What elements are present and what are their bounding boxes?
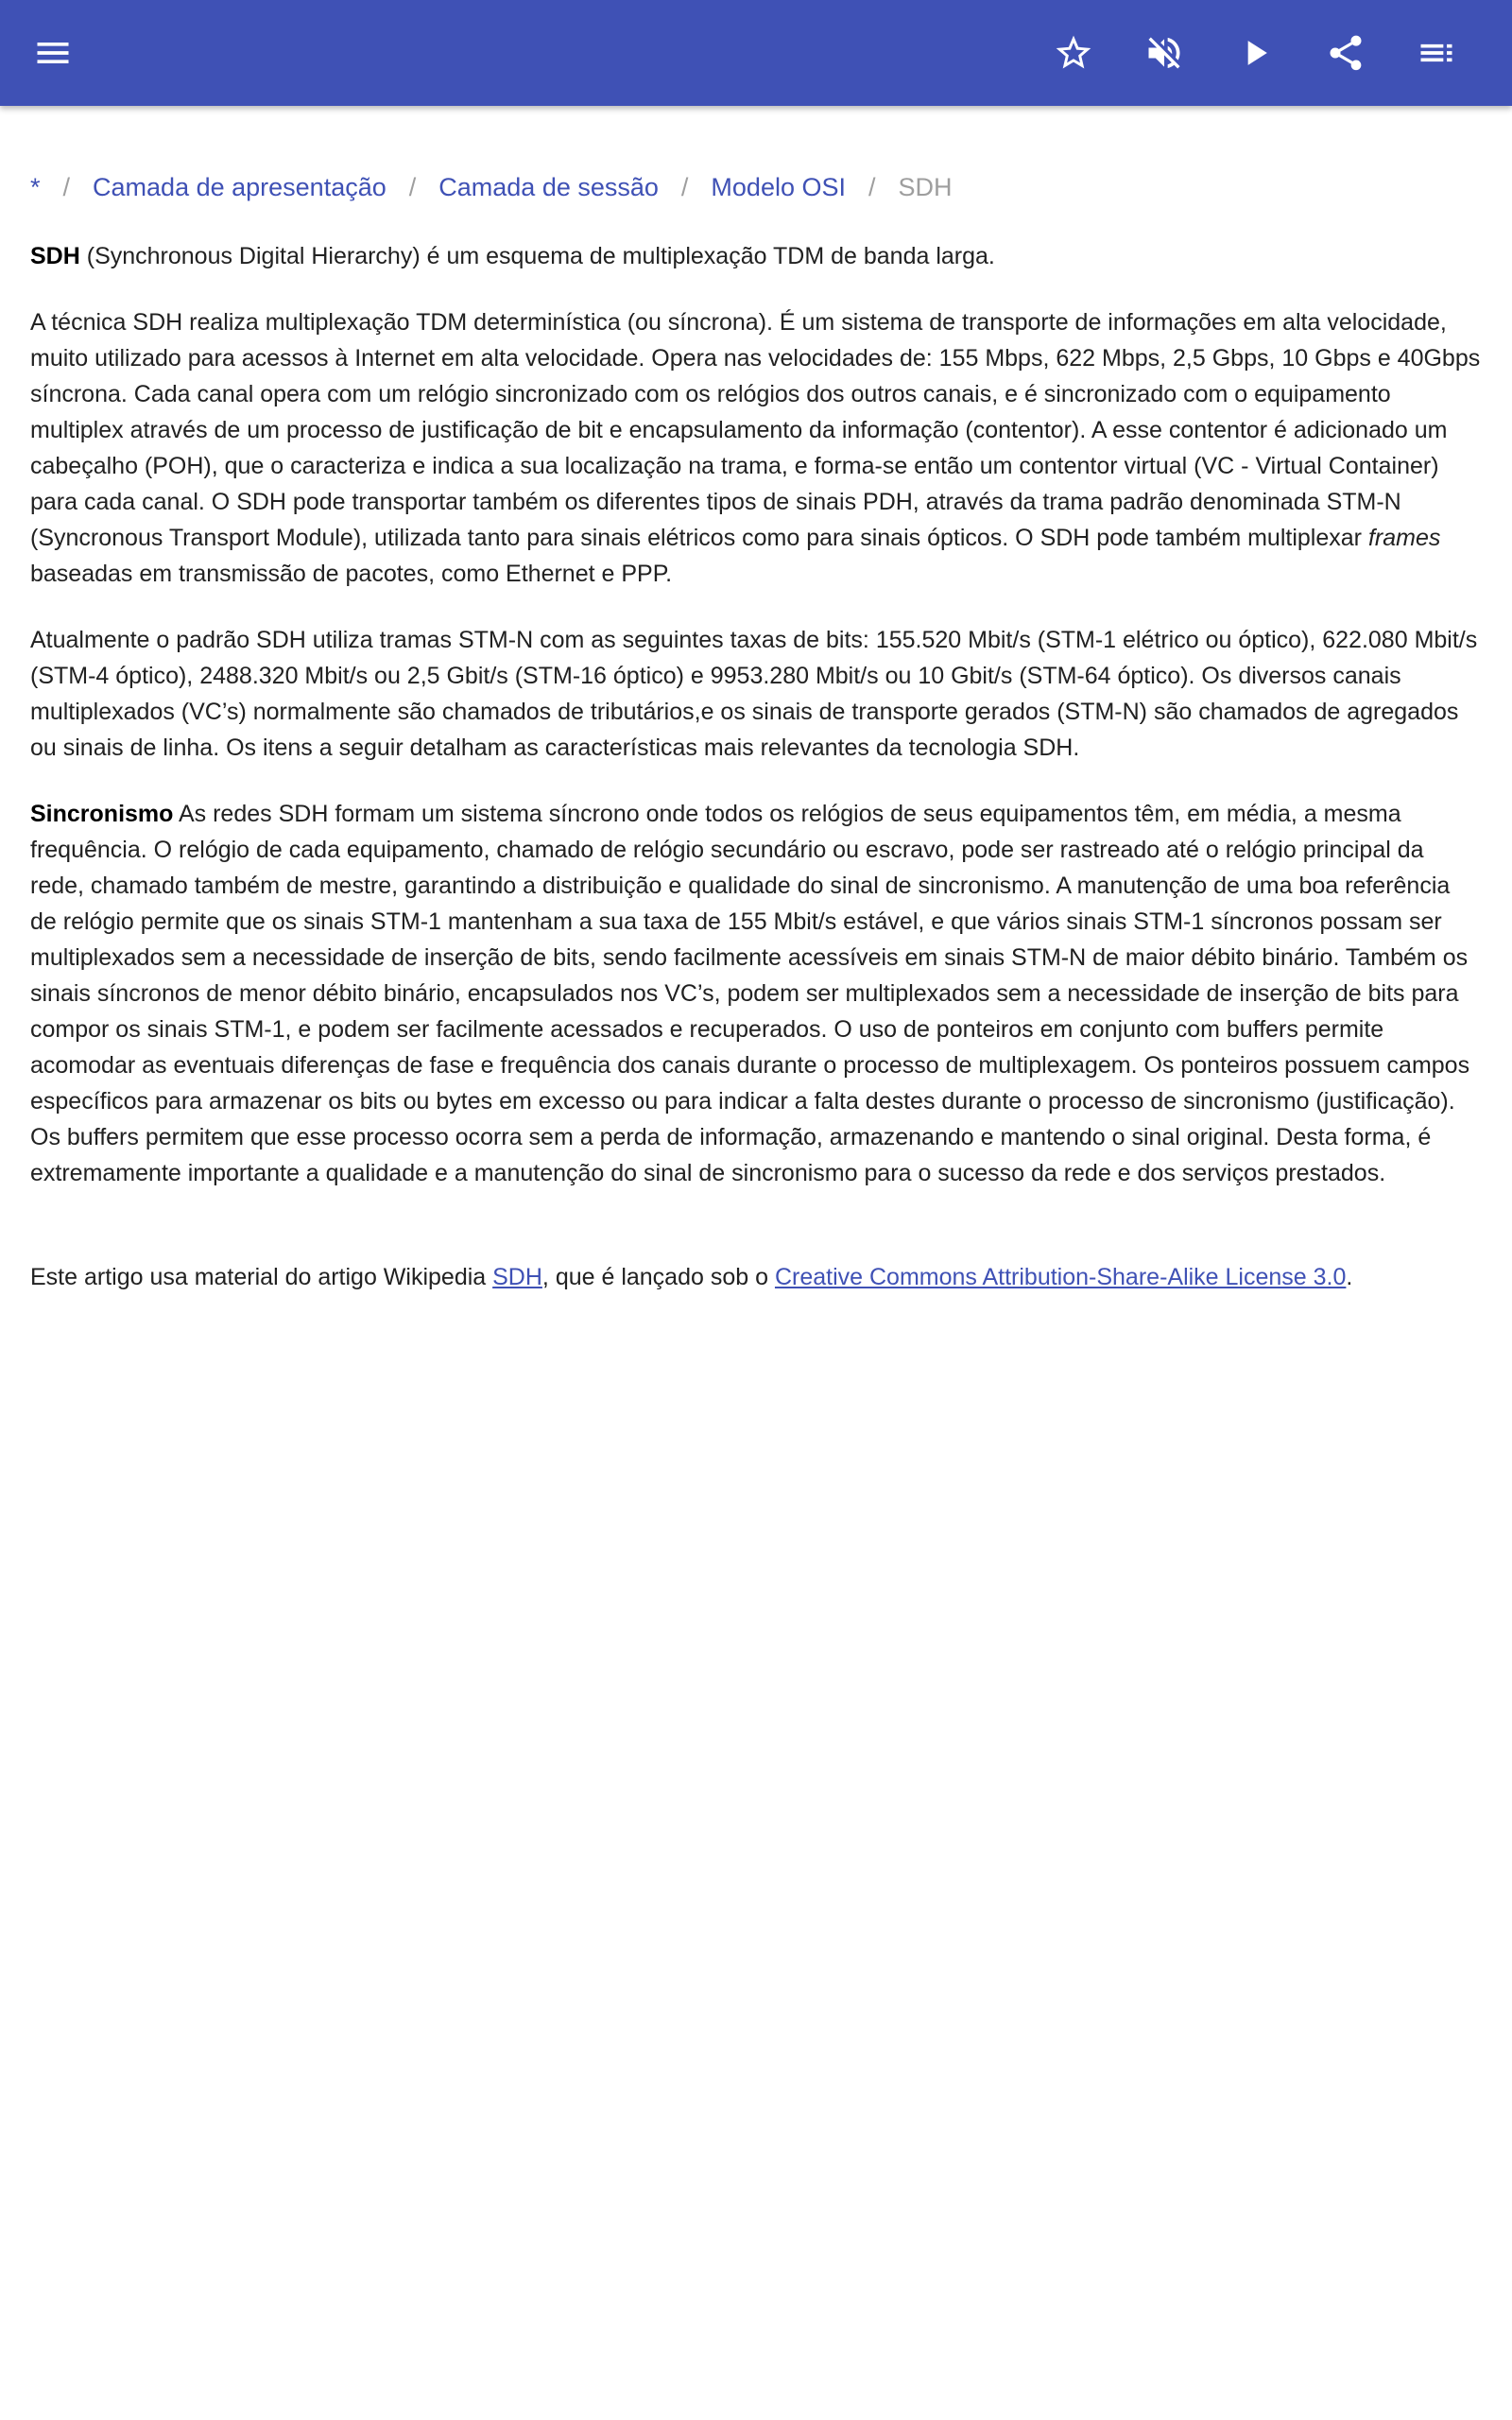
technique-text-end: baseadas em transmissão de pacotes, como Ethernet e PPP. [30,561,673,587]
breadcrumb-separator: / [680,172,689,201]
play-button[interactable] [1225,23,1285,83]
attribution-prefix: Este artigo usa material do artigo Wikipedia [30,1264,493,1290]
playlist-icon [1416,32,1457,74]
frames-term: frames [1367,525,1441,551]
breadcrumb-separator: / [868,172,876,201]
breadcrumb-item-modelo-osi[interactable]: Modelo OSI [711,172,846,201]
term-sdh: SDH [30,243,80,269]
breadcrumb [30,168,953,206]
rates-paragraph: Atualmente o padrão SDH utiliza tramas STM-N com as seguintes taxas de bits: 155.520 Mbit/s (STM-1 elétrico ou óptico), 622.080 Mbit/s (STM-4 óptico), 2488.320 Mbit/s ou 2,5 Gbit/s (STM-16 óptico) e 9953.280 Mbit/s ou 10 Gbit/s (STM-64 óptico). Os diversos canais multiplexados (VC’s) normalmente são chamados de tributários,e os sinais de transporte gerados (STM-N) são chamados de agregados ou sinais de linha. Os itens a seguir detalham as características mais relevantes da tecnologia SDH. [30,627,1478,761]
technique-paragraph [30,304,1482,592]
star-icon [1053,32,1094,74]
mute-button[interactable] [1134,23,1194,83]
license-link[interactable]: Creative Commons Attribution-Share-Alike License 3.0 [774,1264,1347,1290]
menu-button[interactable] [23,23,83,83]
volume-off-icon [1143,32,1185,74]
share-button[interactable] [1315,23,1376,83]
intro-paragraph [30,238,1482,274]
breadcrumb-current: SDH [898,172,953,201]
technique-text: A técnica SDH realiza multiplexação TDM determinística (ou síncrona). É um sistema de transporte de informações em alta velocidade, muito utilizado para acessos à Internet em alta velocidade. Opera nas velocidades de: 155 Mbps, 622 Mbps, 2,5 Gbps, 10 Gbps e 40Gbps síncrona. Cada canal opera com um relógio sincronizado com os relógios dos outros canais, e é sincronizado com o equipamento multiplex através de um processo de justificação de bit e encapsulamento da informação (contentor). A esse contentor é adicionado um cabeçalho (POH), que o caracteriza e indica a sua localização na trama, e forma-se então um contentor virtual (VC - Virtual Container) para cada canal. O SDH pode transportar também os diferentes tipos de sinais PDH, através da trama padrão denominada STM-N (Syncronous Transport Module), utilizada tanto para sinais elétricos como para sinais ópticos. O SDH pode também multiplexar [30,309,1481,551]
share-icon [1325,32,1366,74]
contents-button[interactable] [1406,23,1467,83]
play-icon [1234,32,1276,74]
article-body [30,238,1482,1325]
menu-icon [32,32,74,74]
favorite-button[interactable] [1043,23,1104,83]
sync-text: As redes SDH formam um sistema síncrono onde todos os relógios de seus equipamentos têm, em média, a mesma frequência. O relógio de cada equipamento, chamado de relógio secundário ou escravo, pode ser rastreado até o relógio principal da rede, chamado também de mestre, garantindo a distribuição e qualidade do sinal de sincronismo. A manutenção de uma boa referência de relógio permite que os sinais STM-1 mantenham a sua taxa de 155 Mbit/s estável, e que vários sinais STM-1 síncronos possam ser multiplexados sem a necessidade de inserção de bits, sendo facilmente acessíveis em sinais STM-N de maior débito binário. Também os sinais síncronos de menor débito binário, encapsulados nos VC’s, podem ser multiplexados sem a necessidade de inserção de bits para compor os sinais STM-1, e podem ser facilmente acessados e recuperados. O uso de ponteiros em conjunto com buffers permite acomodar as eventuais diferenças de fase e frequência dos canais durante o processo de multiplexagem. Os ponteiros possuem campos específicos para armazenar os bits ou bytes em excesso ou para indicar a falta destes durante o processo de sincronismo (justificação). Os buffers permitem que esse processo ocorra sem a perda de informação, armazenando e mantendo o sinal original. Desta forma, é extremamente importante a qualidade e a manutenção do sinal de sincronismo para o sucesso da rede e dos serviços prestados. [30,801,1470,1186]
attribution-note [30,1259,1482,1295]
breadcrumb-separator: / [62,172,71,201]
app-bar [0,0,1512,106]
term-sincronismo: Sincronismo [30,801,174,827]
sync-paragraph [30,796,1482,1191]
attribution-suffix: . [1346,1264,1353,1290]
breadcrumb-item-camada-sessao[interactable]: Camada de sessão [438,172,659,201]
breadcrumb-home[interactable]: * [30,172,41,201]
attribution-middle: , que é lançado sob o [541,1264,775,1290]
intro-text: (Synchronous Digital Hierarchy) é um esquema de multiplexação TDM de banda larga. [79,243,995,269]
wikipedia-source-link[interactable]: SDH [492,1264,542,1290]
breadcrumb-separator: / [408,172,417,201]
breadcrumb-item-camada-apresentacao[interactable]: Camada de apresentação [93,172,387,201]
